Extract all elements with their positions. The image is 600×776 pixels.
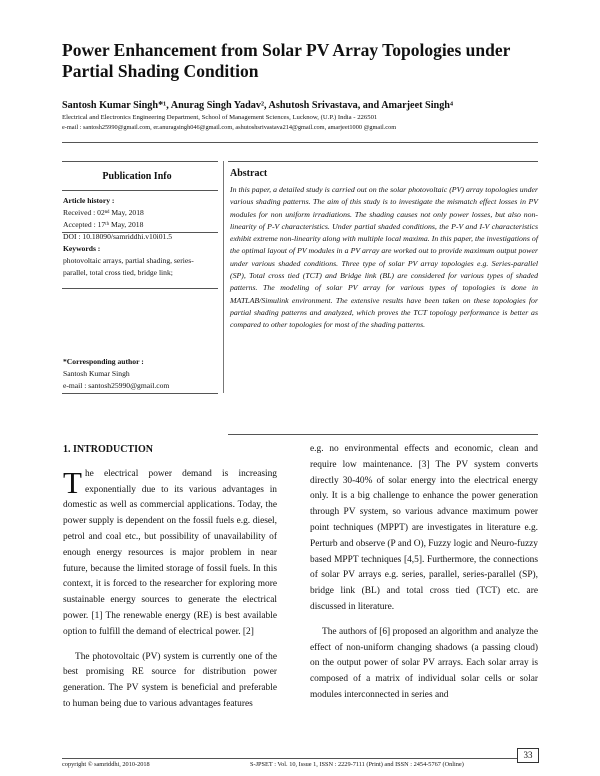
footer-journal-info: S-JPSET : Vol. 10, Issue 1, ISSN : 2229-7111 (Print) and ISSN : 2454-5767 (Online) bbox=[250, 761, 464, 768]
author-list: Santosh Kumar Singh*¹, Anurag Singh Yadav², Ashutosh Srivastava, and Amarjeet Singh⁴ bbox=[62, 100, 454, 111]
abstract-heading: Abstract bbox=[230, 168, 268, 179]
keywords-block bbox=[63, 243, 213, 279]
abstract-text: In this paper, a detailed study is carried out on the solar photovoltaic (PV) array topologies under various shading patterns. The aim of this study is to investigate the mismatch effect losses in PV modules for non uniform irradiations. The shading causes not only power losses, but also non-linearity of P-V characteristics. Under partial shaded conditions, the P-V and I-V characteristics exhibit extreme non-linearity along with multiple local maxima. In this paper, the investigations of the optimal layout of PV modules in a PV array are worked out to provide maximum output power under various shaded conditions. Three type of solar PV array topologies e.g. Series-parallel (SP), Total cross tied (TCT) and Bridge link (BL) are considered for various types of shaded patterns. The modeling of solar PV array for various types of topologies is done in MATLAB/Simulink environment. The extensive results have been taken on these topologies for partial shading patterns and analyzed, which proves the TCT topology performance is better as compared to other topologies for most of the shading patterns. bbox=[230, 185, 538, 330]
section-heading: 1. INTRODUCTION bbox=[63, 444, 154, 455]
corresponding-name: Santosh Kumar Singh bbox=[63, 369, 130, 378]
doi[interactable]: DOI : 10.18090/samriddhi.v10i01.5 bbox=[63, 232, 173, 241]
column-separator bbox=[223, 161, 224, 393]
paper-title: Power Enhancement from Solar PV Array Topologies under Partial Shading Condition bbox=[62, 40, 511, 81]
history-label: Article history : bbox=[63, 196, 115, 205]
right-paragraph-2: The authors of [6] proposed an algorithm and analyze the effect of non-uniform changing shadows (a passing cloud) on the output power of solar PV arrays. Each solar array is composed of a matrix of individual solar cells or solar modules interconnected in series and bbox=[310, 626, 538, 700]
corresponding-label: *Corresponding author : bbox=[63, 357, 144, 366]
accepted-date: Accepted : 17ᵗʰ May, 2018 bbox=[63, 220, 144, 229]
corresponding-divider bbox=[62, 393, 218, 394]
article-history bbox=[63, 195, 213, 243]
keywords-divider bbox=[62, 288, 218, 289]
affiliation: Electrical and Electronics Engineering Department, School of Management Sciences, Lucknow, (U.P.) India - 226501 bbox=[62, 114, 378, 121]
header-divider bbox=[62, 142, 538, 143]
corresponding-email[interactable]: e-mail : santosh25990@gmail.com bbox=[63, 381, 170, 390]
intro-paragraph-1-text: he electrical power demand is increasing exponentially due to its various advantages in domestic as well as commercial applications. Today, the power supply is dependent on the fossil fuels e.g. diesel, petrol and coal etc., but possibility of unavailability of enough energy resources is major problem in near future, because the limited storage of fossil fuels. In this context, it is forced to the researcher for exploring more sustainable energy sources to generate the electrical power. [1] The renewable energy (RE) is best available option to fulfill the demand of electrical power. [2] bbox=[63, 468, 277, 637]
abstract-top-rule bbox=[228, 161, 538, 162]
body-left-column bbox=[63, 442, 277, 713]
body-right-column bbox=[310, 442, 538, 704]
drop-cap: T bbox=[63, 464, 82, 500]
author-emails: e-mail : santosh25990@gmail.com, er.anuragsingh046@gmail.com, ashutoshsrivastava214@gmail.com, amarjeet1000 @gmail.com bbox=[62, 124, 397, 131]
intro-paragraph-2: The photovoltaic (PV) system is currently one of the best promising RE source for distribution power generation. The PV system is beneficial and preferable to human being due to various advantages features bbox=[63, 651, 277, 709]
right-paragraph-1: e.g. no environmental effects and economic, clean and require low maintenance. [3] The PV system converts directly 30-40% of solar energy into the electrical energy only. It is a big challenge to enhance the power generation through PV system, so various advance maximum power point techniques (MPPT) are investigates in literature e.g. Perturb and observe (P and O), Fuzzy logic and Neuro-fuzzy based MPPT techniques [4,5]. Furthermore, the connections of solar PV arrays e.g. series, parallel, series-parallel (SP), bridge link (BL) and total cross tied (TCT) etc. are discussed in literature. bbox=[310, 444, 538, 612]
pubinfo-heading-rule bbox=[62, 190, 218, 191]
footer-rule bbox=[62, 758, 517, 759]
intro-paragraph-1 bbox=[63, 464, 277, 641]
keywords-list: photovoltaic arrays, partial shading, series-parallel, total cross tied, bridge link; bbox=[63, 256, 194, 277]
footer-copyright: copyright © samriddhi, 2010-2018 bbox=[62, 761, 150, 768]
received-date: Received : 02ⁿᵈ May, 2018 bbox=[63, 208, 144, 217]
pubinfo-top-rule bbox=[62, 161, 218, 162]
corresponding-author-block bbox=[63, 356, 213, 392]
page-number: 33 bbox=[517, 748, 539, 763]
keywords-label: Keywords : bbox=[63, 244, 101, 253]
publication-info-heading: Publication Info bbox=[102, 171, 172, 182]
abstract-bottom-rule bbox=[228, 434, 538, 435]
